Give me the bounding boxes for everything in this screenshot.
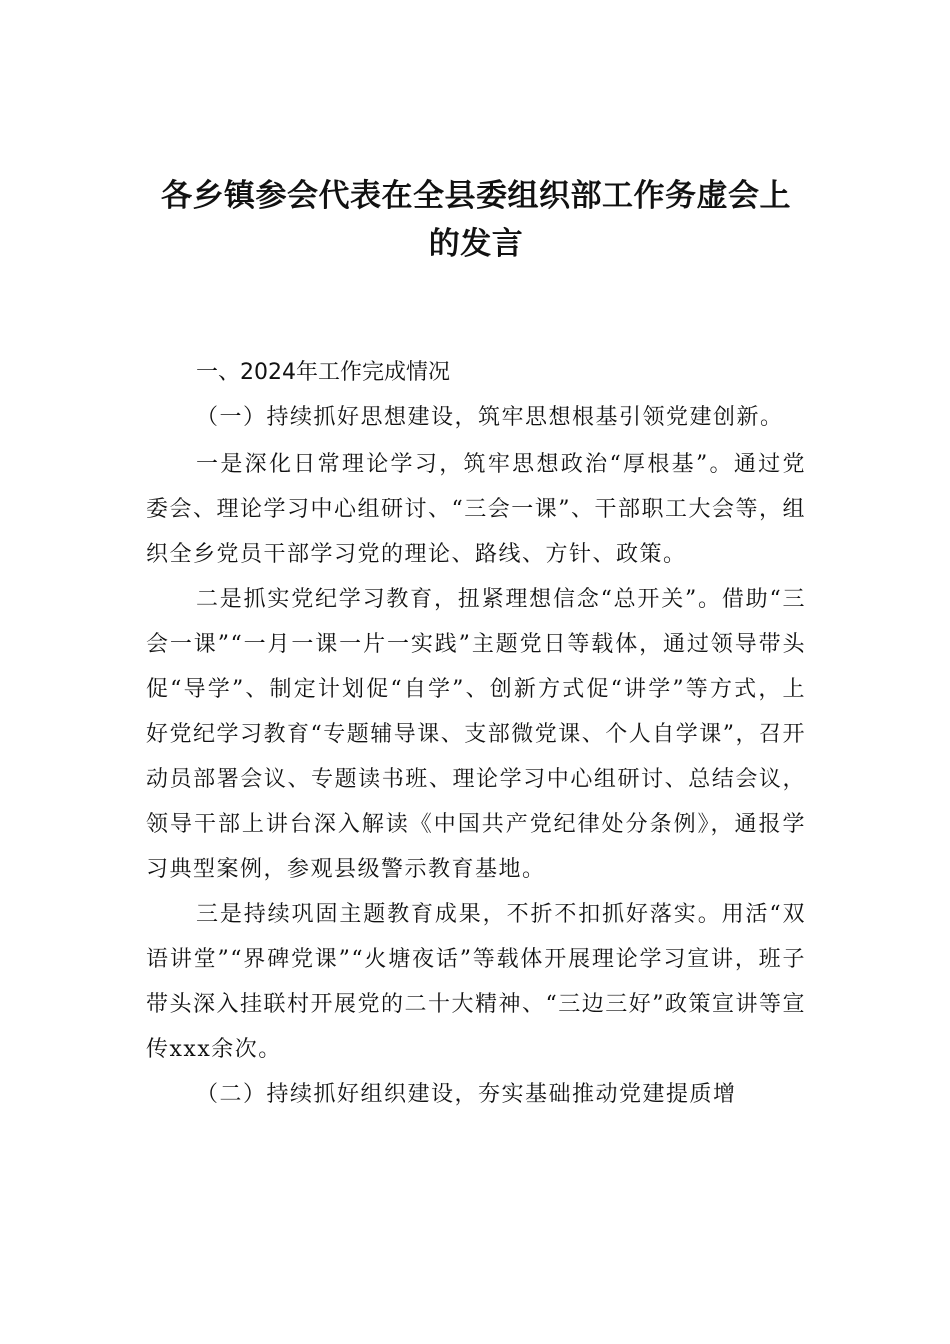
document-page — [146, 172, 806, 1117]
subsection-heading-organization: （二）持续抓好组织建设，夯实基础推动党建提质增 — [196, 1082, 737, 1107]
document-title: 各乡镇参会代表在全县委组织部工作务虚会上的发言 — [161, 178, 791, 262]
paragraph-discipline-education: 二是抓实党纪学习教育，扭紧理想信念“总开关”。借助“三会一课”“一月一课一片一实践”主题党日等载体，通过领导带头促“导学”、制定计划促“自学”、创新方式促“讲学”等方式，上好党纪学习教育“专题辅导课、支部微党课、个人自学课”，召开动员部署会议、专题读书班、理论学习中心组研讨、总结会议，领导干部上讲台深入解读《中国共产党纪律处分条例》，通报学习典型案例，参观县级警示教育基地。 — [146, 587, 806, 882]
paragraph-theory-study: 一是深化日常理论学习，筑牢思想政治“厚根基”。通过党委会、理论学习中心组研讨、“三会一课”、干部职工大会等，组织全乡党员干部学习党的理论、路线、方针、政策。 — [146, 452, 806, 567]
subsection-heading-ideology: （一）持续抓好思想建设，筑牢思想根基引领党建创新。 — [196, 405, 784, 430]
section-heading-2024-work: 一、2024年工作完成情况 — [196, 360, 450, 385]
paragraph-theme-education: 三是持续巩固主题教育成果，不折不扣抓好落实。用活“双语讲堂”“界碑党课”“火塘夜话”等载体开展理论学习宣讲，班子带头深入挂联村开展党的二十大精神、“三边三好”政策宣讲等宣传xxx余次。 — [146, 902, 806, 1062]
